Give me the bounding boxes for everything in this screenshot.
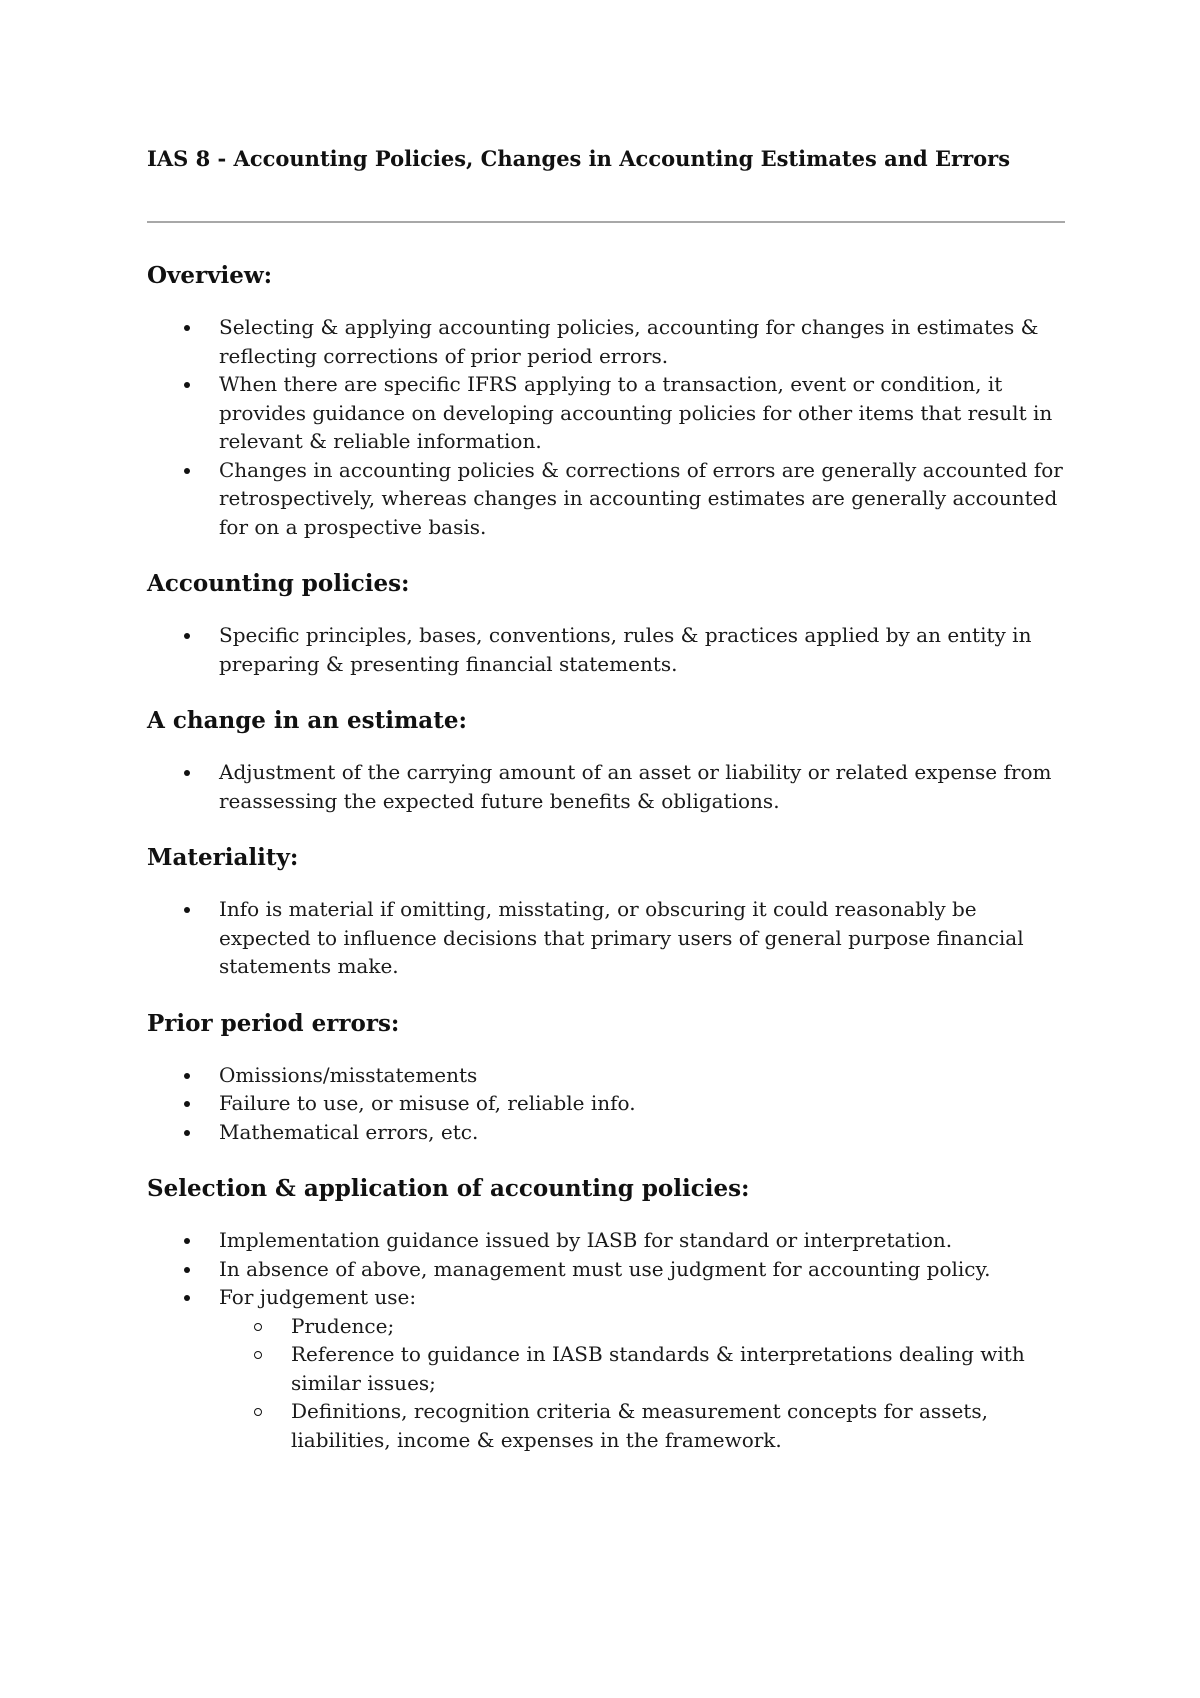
section-selection-application (147, 1174, 1067, 1454)
list-item: For judgement use: Prudence; Reference to guidance in IASB standards & interpretations dealing with similar issues; Definitions, recognition criteria & measurement concepts for assets, liabilities, income & expenses in the framework. (219, 1283, 1067, 1454)
bullet-icon (184, 1130, 190, 1136)
section-heading: Accounting policies: (147, 570, 410, 597)
section-heading: Materiality: (147, 844, 299, 871)
bullet-list (147, 1061, 1067, 1147)
bullet-list (147, 1226, 1067, 1454)
bullet-list (147, 313, 1067, 541)
circle-bullet-icon (254, 1323, 262, 1331)
sub-bullet-list (219, 1312, 1067, 1455)
list-item: When there are specific IFRS applying to a transaction, event or condition, it provides guidance on developing accounting policies for other items that result in relevant & reliable information. (219, 370, 1067, 456)
section-overview (147, 261, 1067, 541)
horizontal-divider (147, 221, 1065, 223)
bullet-list (147, 758, 1067, 815)
section-heading: A change in an estimate: (147, 707, 467, 734)
list-item: In absence of above, management must use judgment for accounting policy. (219, 1255, 1067, 1284)
document-body (147, 261, 1067, 1482)
section-heading: Prior period errors: (147, 1009, 400, 1037)
list-item: Specific principles, bases, conventions, rules & practices applied by an entity in preparing & presenting financial statements. (219, 621, 1067, 678)
sub-list-item: Definitions, recognition criteria & measurement concepts for assets, liabilities, income & expenses in the framework. (291, 1397, 1067, 1454)
bullet-icon (184, 1267, 190, 1273)
circle-bullet-icon (254, 1408, 262, 1416)
bullet-icon (184, 1101, 190, 1107)
bullet-icon (184, 468, 190, 474)
document-title: IAS 8 - Accounting Policies, Changes in Accounting Estimates and Errors (147, 146, 1011, 171)
list-item: Selecting & applying accounting policies, accounting for changes in estimates & reflecting corrections of prior period errors. (219, 313, 1067, 370)
section-heading: Selection & application of accounting policies: (147, 1175, 750, 1202)
circle-bullet-icon (254, 1351, 262, 1359)
bullet-icon (184, 633, 190, 639)
sub-list-item: Reference to guidance in IASB standards & interpretations dealing with similar issues; (291, 1340, 1067, 1397)
section-prior-period-errors (147, 1009, 1067, 1147)
section-change-in-estimate (147, 706, 1067, 815)
section-materiality (147, 843, 1067, 981)
sub-list-item: Prudence; (291, 1312, 1067, 1341)
list-item: Implementation guidance issued by IASB for standard or interpretation. (219, 1226, 1067, 1255)
list-item: Failure to use, or misuse of, reliable info. (219, 1089, 1067, 1118)
list-item: Info is material if omitting, misstating, or obscuring it could reasonably be expected to influence decisions that primary users of general purpose financial statements make. (219, 895, 1067, 981)
list-item: Adjustment of the carrying amount of an asset or liability or related expense from reassessing the expected future benefits & obligations. (219, 758, 1067, 815)
bullet-icon (184, 770, 190, 776)
bullet-list (147, 895, 1067, 981)
list-item: Changes in accounting policies & corrections of errors are generally accounted for retrospectively, whereas changes in accounting estimates are generally accounted for on a prospective basis. (219, 456, 1067, 542)
bullet-icon (184, 1238, 190, 1244)
list-item: Mathematical errors, etc. (219, 1118, 1067, 1147)
bullet-icon (184, 325, 190, 331)
section-accounting-policies (147, 569, 1067, 678)
bullet-icon (184, 1073, 190, 1079)
bullet-icon (184, 1295, 190, 1301)
bullet-icon (184, 907, 190, 913)
bullet-icon (184, 382, 190, 388)
section-heading: Overview: (147, 262, 273, 289)
list-item: Omissions/misstatements (219, 1061, 1067, 1090)
bullet-list (147, 621, 1067, 678)
